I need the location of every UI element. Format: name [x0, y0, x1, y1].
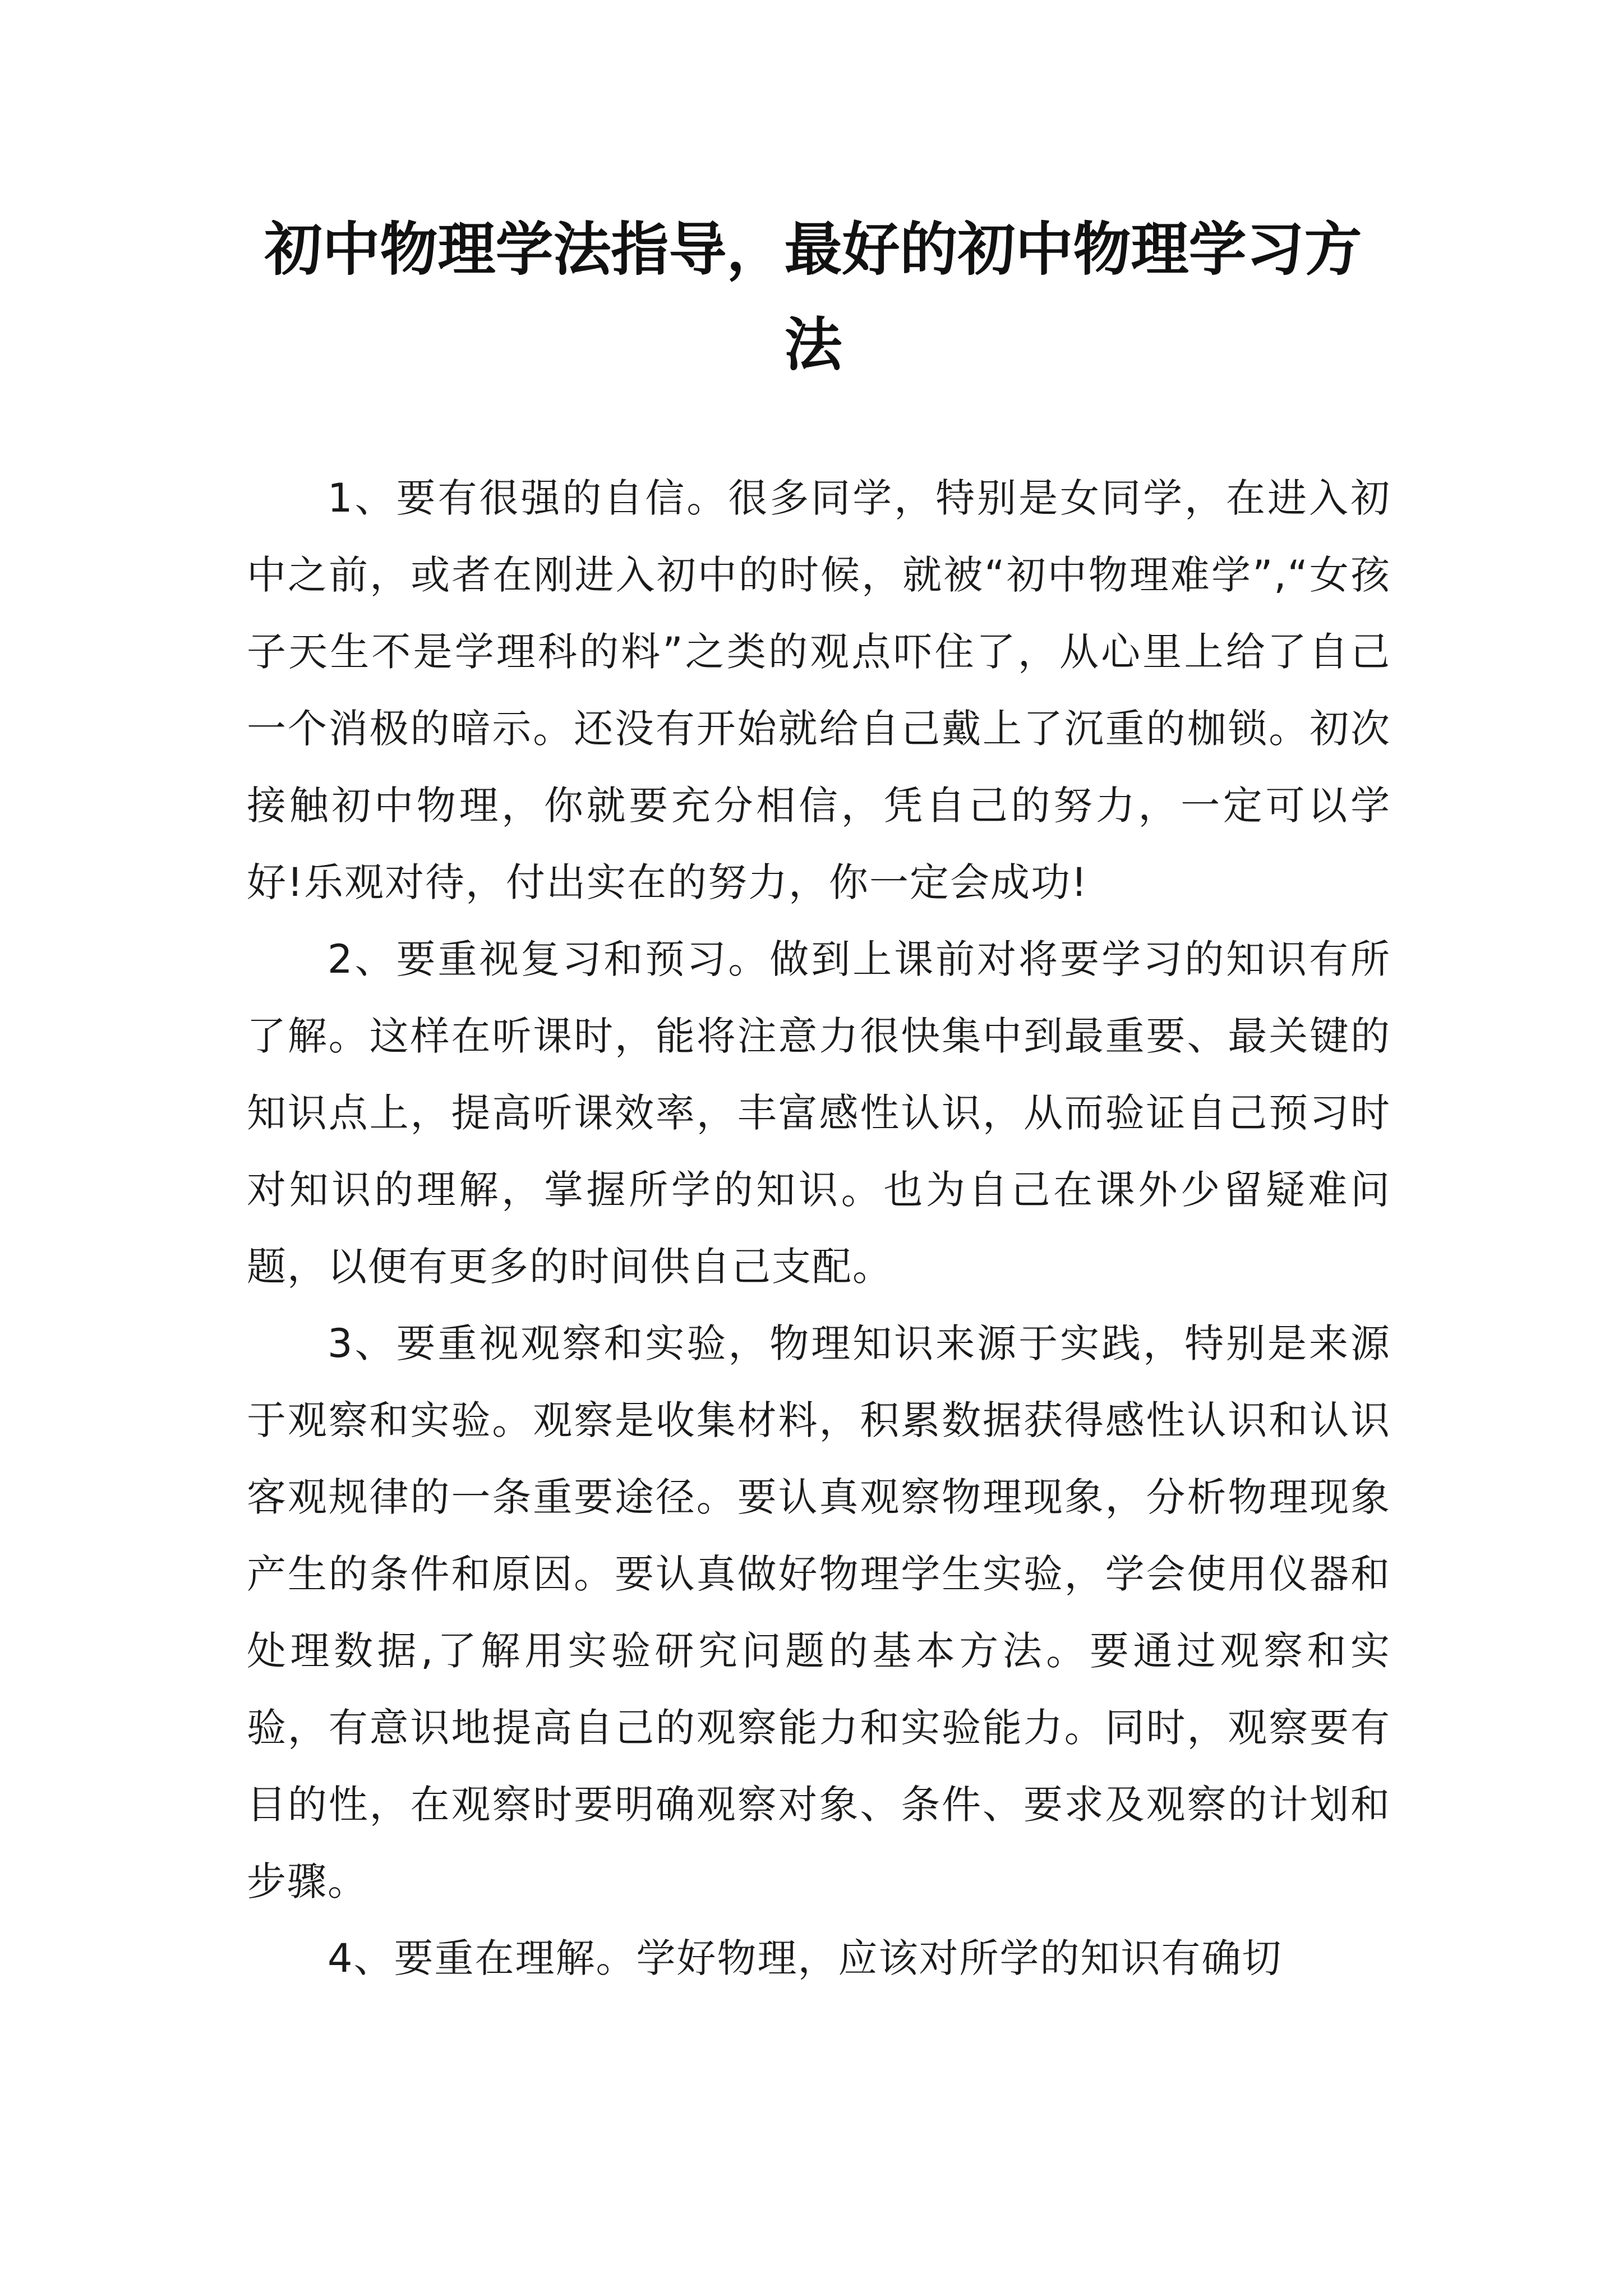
paragraph: 4、要重在理解。学好物理，应该对所学的知识有确切 [328, 1935, 1283, 1981]
document-body [247, 460, 1391, 1997]
paragraph: 2、要重视复习和预习。做到上课前对将要学习的知识有所了解。这样在听课时，能将注意力很快集中到最重要、最关键的知识点上，提高听课效率，丰富感性认识，从而验证自己预习时对知识的理解，掌握所学的知识。也为自己在课外少留疑难问题，以便有更多的时间供自己支配。 [247, 936, 1391, 1290]
document-title: 初中物理学法指导，最好的初中物理学习方法 [264, 215, 1362, 379]
paragraph: 1、要有很强的自信。很多同学，特别是女同学，在进入初中之前，或者在刚进入初中的时候，就被“初中物理难学”,“女孩子天生不是学理科的料”之类的观点吓住了，从心里上给了自己一个消极的暗示。还没有开始就给自己戴上了沉重的枷锁。初次接触初中物理，你就要充分相信，凭自己的努力，一定可以学好!乐观对待，付出实在的努力，你一定会成功! [247, 475, 1391, 905]
paragraph: 3、要重视观察和实验，物理知识来源于实践，特别是来源于观察和实验。观察是收集材料，积累数据获得感性认识和认识客观规律的一条重要途径。要认真观察物理现象，分析物理现象产生的条件和原因。要认真做好物理学生实验，学会使用仪器和处理数据,了解用实验研究问题的基本方法。要通过观察和实验，有意识地提高自己的观察能力和实验能力。同时，观察要有目的性，在观察时要明确观察对象、条件、要求及观察的计划和步骤。 [247, 1320, 1391, 1904]
